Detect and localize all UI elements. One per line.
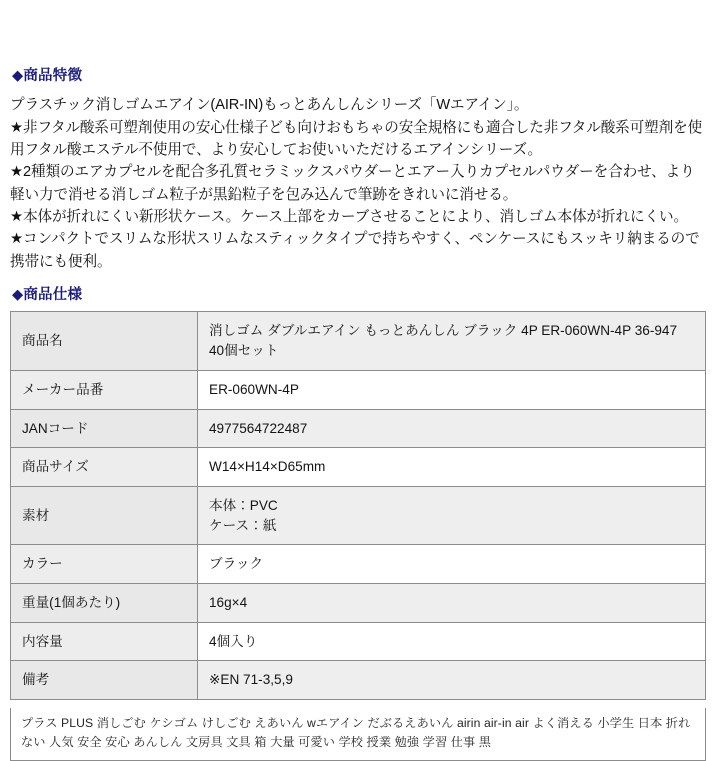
spec-value-line: 16g×4 <box>209 595 248 611</box>
spec-value <box>198 409 706 448</box>
spec-value-line: 消しゴム ダブルエアイン もっとあんしん ブラック 4P ER-060WN-4P 36-947 40個セット <box>209 323 678 359</box>
table-row <box>11 584 706 623</box>
features-heading <box>12 68 709 85</box>
feature-line: プラスチック消しゴムエアイン(AIR-IN)もっとあんしんシリーズ「Wエアイン」。 <box>10 97 529 114</box>
table-row <box>11 312 706 370</box>
keyword-list: プラス PLUS 消しごむ ケシゴム けしごむ えあいん wエアイン だぶるえあいん airin air-in air よく消える 小学生 日本 折れない 人気 安全 安心 あんしん 文房具 文具 箱 大量 可愛い 学校 授業 勉強 学習 仕事 黒 <box>10 708 706 761</box>
feature-line: ★コンパクトでスリムな形状スリムなスティックタイプで持ちやすく、ペンケースにもスッキリ納まるので携帯にも便利。 <box>10 231 700 270</box>
spec-value <box>198 584 706 623</box>
features-heading-text: ◆商品特徴 <box>12 68 83 84</box>
spec-value-line: 4個入り <box>209 633 258 649</box>
table-row <box>11 622 706 661</box>
feature-line: ★非フタル酸系可塑剤使用の安心仕様子ども向けおもちゃの安全規格にも適合した非フタル酸系可塑剤を使用フタル酸エステル不使用で、より安心してお使いいただけるエアインシリーズ。 <box>10 119 703 159</box>
spec-label: 商品名 <box>11 312 198 370</box>
spec-value-line: ブラック <box>209 556 264 572</box>
spec-value <box>198 448 706 487</box>
spec-value-line: W14×H14×D65mm <box>209 459 326 475</box>
spec-label: メーカー品番 <box>11 370 198 409</box>
spec-value-line: ケース：紙 <box>209 517 277 533</box>
spec-label: 重量(1個あたり) <box>11 584 198 623</box>
table-row <box>11 409 706 448</box>
spec-label: JANコード <box>11 409 198 448</box>
spec-label: 素材 <box>11 486 198 544</box>
spec-value <box>198 370 706 409</box>
spec-value <box>198 545 706 584</box>
spec-value <box>198 622 706 661</box>
spec-heading-text: ◆商品仕様 <box>12 287 83 304</box>
spec-value <box>198 661 706 700</box>
table-row <box>11 486 706 544</box>
table-row <box>11 545 706 584</box>
spec-table <box>10 311 706 700</box>
spec-heading <box>12 287 709 304</box>
table-row <box>11 661 706 700</box>
feature-line: ★2種類のエアカプセルを配合多孔質セラミックスパウダーとエアー入りカプセルパウダーを合わせ、より軽い力で消せる消しゴム粒子が黒鉛粒子を包み込んで筆跡をきれいに消せる。 <box>10 164 695 203</box>
table-row <box>11 448 706 487</box>
spec-value-line: 4977564722487 <box>209 420 308 436</box>
spec-value-line: ER-060WN-4P <box>209 381 299 397</box>
feature-line: ★本体が折れにくい新形状ケース。ケース上部をカーブさせることにより、消しゴム本体が折れにくい。 <box>10 209 688 226</box>
spec-value <box>198 486 706 544</box>
spec-value-line: ※EN 71-3,5,9 <box>209 672 293 688</box>
spec-label: 内容量 <box>11 622 198 661</box>
spec-label: カラー <box>11 545 198 584</box>
spec-value-line: 本体：PVC <box>209 497 278 513</box>
spec-label: 商品サイズ <box>11 448 198 487</box>
spec-label: 備考 <box>11 661 198 700</box>
features-description <box>10 94 709 273</box>
spec-value <box>198 312 706 370</box>
table-row <box>11 370 706 409</box>
